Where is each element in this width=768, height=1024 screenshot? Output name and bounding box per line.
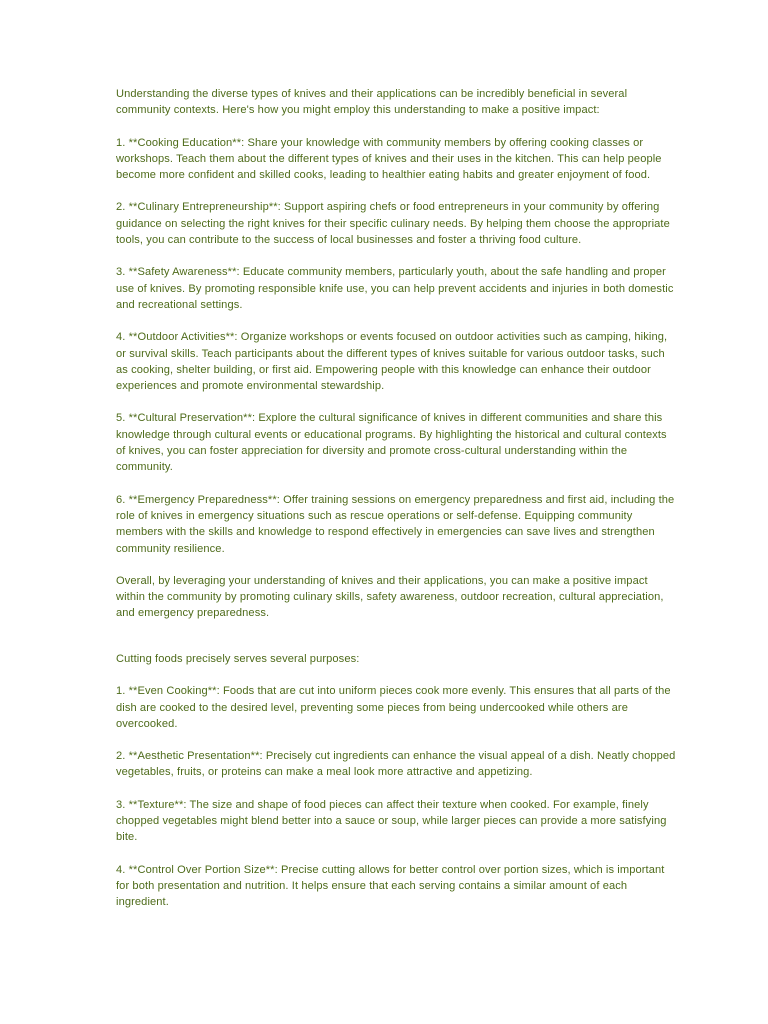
list-item-even-cooking: 1. **Even Cooking**: Foods that are cut into uniform pieces cook more evenly. This ensures that all parts of the dish are cooked to the desired level, preventing some pieces from being undercooked while others are overcooked. bbox=[116, 685, 671, 730]
list-item-portion-control: 4. **Control Over Portion Size**: Precise cutting allows for better control over portion sizes, which is important for both presentation and nutrition. It helps ensure that each serving contains a similar amount of each ingredient. bbox=[116, 863, 665, 909]
list-item-outdoor-activities: 4. **Outdoor Activities**: Organize workshops or events focused on outdoor activities such as camping, hiking, or survival skills. Teach participants about the different types of knives suitable for various outdoor tasks, such as cooking, shelter building, or first aid. Empowering people with this knowledge can enhance their outdoor experiences and promote environmental stewardship. bbox=[116, 331, 668, 393]
list-item-safety-awareness: 3. **Safety Awareness**: Educate community members, particularly youth, about the safe handling and proper use of knives. By promoting responsible knife use, you can help prevent accidents and injuries in both domestic and recreational settings. bbox=[116, 266, 674, 311]
knives-community-section bbox=[116, 86, 676, 638]
list-item-cultural-preservation: 5. **Cultural Preservation**: Explore the cultural significance of knives in different communities and share this knowledge through cultural events or educational programs. By highlighting the historical and cultural contexts of knives, you can foster appreciation for diversity and promote cross-cultural understanding within the community. bbox=[116, 412, 667, 474]
section-intro: Cutting foods precisely serves several purposes: bbox=[116, 653, 360, 665]
list-item-aesthetic-presentation: 2. **Aesthetic Presentation**: Precisely cut ingredients can enhance the visual appeal of a dish. Neatly chopped vegetables, fruits, or proteins can make a meal look more attractive and appetizing. bbox=[116, 750, 676, 779]
list-item-texture: 3. **Texture**: The size and shape of food pieces can affect their texture when cooked. For example, finely chopped vegetables might blend better into a sauce or soup, while larger pieces can provide a more satisfying bite. bbox=[116, 798, 667, 844]
list-item-emergency-preparedness: 6. **Emergency Preparedness**: Offer training sessions on emergency preparedness and first aid, including the role of knives in emergency situations such as rescue operations or self-defense. Equipping community members with the skills and knowledge to respond effectively in emergencies can save lives and strengthen community resilience. bbox=[116, 493, 675, 555]
list-item-cooking-education: 1. **Cooking Education**: Share your knowledge with community members by offering cooking classes or workshops. Teach them about the different types of knives and their uses in the kitchen. This can help people become more confident and skilled cooks, leading to healthier eating habits and greater enjoyment of food. bbox=[116, 136, 662, 182]
section-intro: Understanding the diverse types of knives and their applications can be incredibly beneficial in several community contexts. Here's how you might employ this understanding to make a positive impact: bbox=[116, 88, 628, 117]
cutting-foods-section bbox=[116, 651, 676, 927]
list-item-culinary-entrepreneurship: 2. **Culinary Entrepreneurship**: Support aspiring chefs or food entrepreneurs in your community by offering guidance on selecting the right knives for their specific culinary needs. By helping them choose the appropriate tools, you can contribute to the success of local businesses and foster a thriving food culture. bbox=[116, 201, 670, 247]
section-conclusion: Overall, by leveraging your understanding of knives and their applications, you can make a positive impact within the community by promoting culinary skills, safety awareness, outdoor recreation, cultural appreciation, and emergency preparedness. bbox=[116, 574, 664, 620]
